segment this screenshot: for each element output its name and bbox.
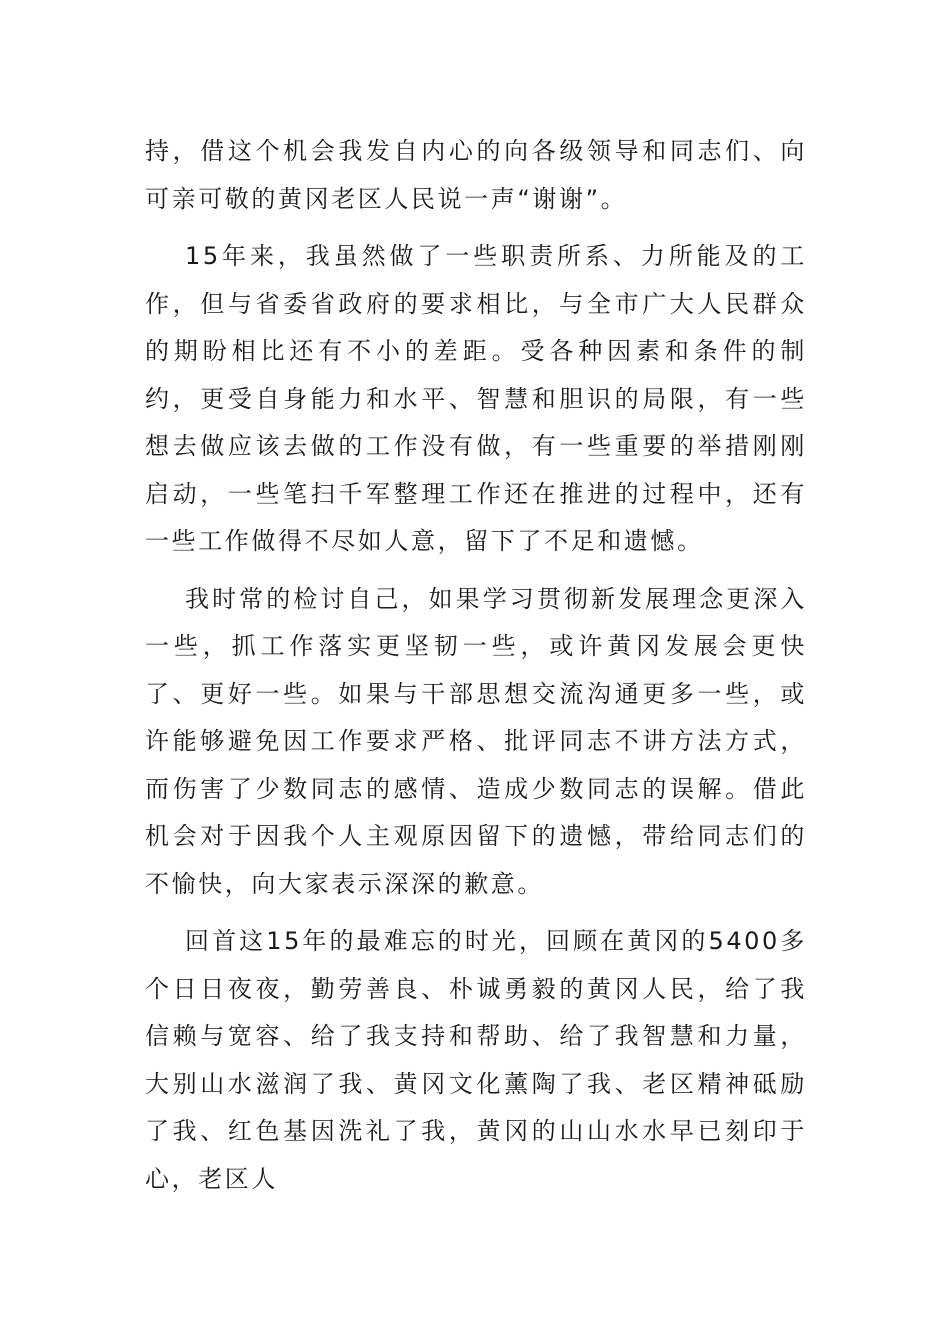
paragraph-4: 回首这15年的最难忘的时光，回顾在黄冈的5400多个日日夜夜，勤劳善良、朴诚勇毅的黄冈人民，给了我信赖与宽容、给了我支持和帮助、给了我智慧和力量，大别山水滋润了我、黄冈文化薰陶了我、老区精神砥励了我、红色基因洗礼了我，黄冈的山山水水早已刻印于心，老区人 [145,927,807,1193]
paragraph-1: 持，借这个机会我发自内心的向各级领导和同志们、向可亲可敬的黄冈老区人民说一声“谢谢”。 [145,137,807,213]
body-text [145,128,807,1213]
paragraph-2: 15年来，我虽然做了一些职责所系、力所能及的工作，但与省委省政府的要求相比，与全市广大人民群众的期盼相比还有不小的差距。受各种因素和条件的制约，更受自身能力和水平、智慧和胆识的局限，有一些想去做应该去做的工作没有做，有一些重要的举措刚刚启动，一些笔扫千军整理工作还在推进的过程中，还有一些工作做得不尽如人意，留下了不足和遗憾。 [145,242,807,555]
paragraph-3: 我时常的检讨自己，如果学习贯彻新发展理念更深入一些，抓工作落实更坚韧一些，或许黄冈发展会更快了、更好一些。如果与干部思想交流沟通更多一些，或许能够避免因工作要求严格、批评同志不讲方法方式，而伤害了少数同志的感情、造成少数同志的误解。借此机会对于因我个人主观原因留下的遗憾，带给同志们的不愉快，向大家表示深深的歉意。 [145,584,807,898]
